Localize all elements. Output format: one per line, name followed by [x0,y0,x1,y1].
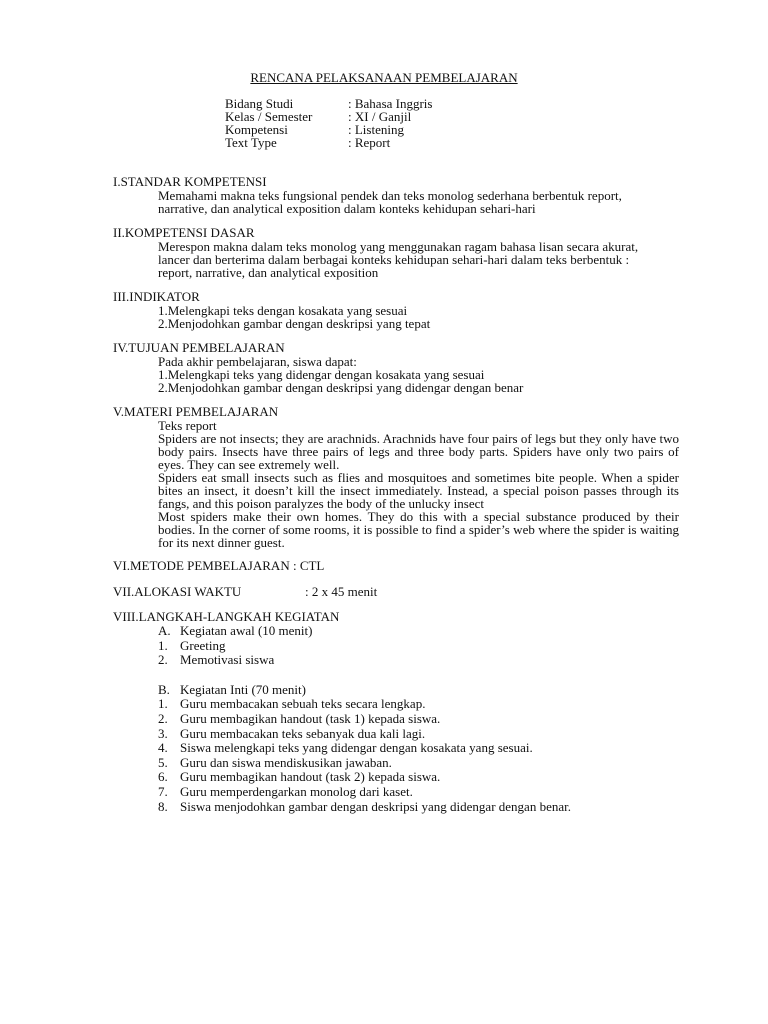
info-row-text-type [225,136,432,149]
section-heading: VI.METODE PEMBELAJARAN : CTL [113,558,325,573]
step-text: Guru membagikan handout (task 2) kepada siswa. [180,769,441,785]
info-block [225,97,432,149]
step-number: 4. [158,740,168,756]
group-letter: B. [158,681,170,697]
section-heading: III.INDIKATOR [113,289,200,304]
section-heading: I.STANDAR KOMPETENSI [113,174,267,189]
list-item [158,712,679,727]
section-indikator [113,290,679,330]
activity-steps [113,624,679,814]
section-heading: IV.TUJUAN PEMBELAJARAN [113,340,285,355]
step-number: 8. [158,798,168,814]
activity-group-title [158,624,679,639]
step-number: 6. [158,769,168,785]
list-item [158,800,679,815]
step-text: Greeting [180,637,226,653]
step-number: 3. [158,725,168,741]
body-line: Pada akhir pembelajaran, siswa dapat: [158,354,357,369]
info-label: Bidang Studi [225,96,294,111]
body-line: Merespon makna dalam teks monolog yang menggunakan ragam bahasa lisan secara akurat, [158,239,639,254]
step-number: 5. [158,754,168,770]
time-allocation-value: : 2 x 45 menit [305,584,378,599]
body-line: narrative, dan analytical exposition dalam konteks kehidupan sehari-hari [158,201,536,216]
list-item [158,785,679,800]
info-label: Text Type [225,135,277,150]
step-text: Siswa menjodohkan gambar dengan deskripsi yang didengar dengan benar. [180,798,571,814]
step-text: Guru memperdengarkan monolog dari kaset. [180,783,413,799]
group-title: Kegiatan Inti (70 menit) [180,681,306,697]
step-text: Siswa melengkapi teks yang didengar dengan kosakata yang sesuai. [180,740,533,756]
section-body [113,304,679,330]
step-text: Guru dan siswa mendiskusikan jawaban. [180,754,392,770]
section-body [113,240,679,279]
step-text: Memotivasi siswa [180,652,275,668]
section-heading: VII.ALOKASI WAKTU [113,584,242,599]
section-heading: V.MATERI PEMBELAJARAN [113,404,279,419]
section-langkah-kegiatan [113,610,679,829]
section-body [113,189,679,215]
text-subtitle: Teks report [158,418,217,433]
info-label: Kelas / Semester [225,109,313,124]
text-paragraph: Most spiders make their own homes. They do this with a special substance produced by their bodies. In the corner of some rooms, it is possible to find a spider’s web where the spider is waiting for its next dinner guest. [158,509,679,550]
text-paragraph: Spiders eat small insects such as flies and mosquitoes and sometimes bite people. When a spider bites an insect, it doesn’t kill the insect immediately. Instead, a special poison passes through its fangs, and this poison paralyzes the body of the unlucky insect [158,470,679,511]
info-value: : XI / Ganjil [348,109,412,124]
section-heading: II.KOMPETENSI DASAR [113,225,255,240]
activity-group-a [158,624,679,668]
info-label: Kompetensi [225,122,288,137]
step-text: Guru membacakan teks sebanyak dua kali lagi. [180,725,426,741]
section-heading: VIII.LANGKAH-LANGKAH KEGIATAN [113,609,340,624]
body-line: Memahami makna teks fungsional pendek dan teks monolog sederhana berbentuk report, [158,188,622,203]
step-number: 2. [158,652,168,668]
section-tujuan-pembelajaran [113,341,679,394]
body-line: 1.Melengkapi teks dengan kosakata yang sesuai [158,303,408,318]
body-line: 2.Menjodohkan gambar dengan deskripsi yang tepat [158,316,431,331]
step-number: 2. [158,710,168,726]
body-line: report, narrative, dan analytical exposition [158,265,379,280]
list-item [158,639,679,654]
step-text: Guru membacakan sebuah teks secara lengkap. [180,696,426,712]
group-letter: A. [158,623,171,638]
activity-group-title [158,683,679,698]
section-body [113,419,679,549]
step-text: Guru membagikan handout (task 1) kepada siswa. [180,710,441,726]
body-line: lancer dan berterima dalam berbagai konteks kehidupan sehari-hari dalam teks berbentuk : [158,252,630,267]
info-value: : Report [348,135,391,150]
activity-group-b [158,683,679,814]
step-number: 1. [158,637,168,653]
list-item [158,727,679,742]
step-number: 7. [158,783,168,799]
section-standar-kompetensi [113,175,679,215]
body-line: 2.Menjodohkan gambar dengan deskripsi yang didengar dengan benar [158,380,524,395]
alokasi-row [113,585,679,599]
body-line: 1.Melengkapi teks yang didengar dengan kosakata yang sesuai [158,367,485,382]
list-item [158,697,679,712]
section-alokasi-waktu [113,585,679,599]
step-number: 1. [158,696,168,712]
text-paragraph: Spiders are not insects; they are arachnids. Arachnids have four pairs of legs but they only have two body pairs. Insects have three pairs of legs and three body parts. Spiders have only two pairs of eyes. They can see extremely well. [158,431,679,472]
info-value: : Listening [348,122,404,137]
list-item [158,741,679,756]
section-materi-pembelajaran [113,405,679,549]
list-item [158,770,679,785]
list-item [158,756,679,771]
document-title: RENCANA PELAKSANAAN PEMBELAJARAN [250,70,518,85]
list-item [158,653,679,668]
group-title: Kegiatan awal (10 menit) [180,623,313,638]
section-metode-pembelajaran [113,559,679,573]
section-kompetensi-dasar [113,226,679,279]
info-value: : Bahasa Inggris [348,96,433,111]
section-body [113,355,679,394]
